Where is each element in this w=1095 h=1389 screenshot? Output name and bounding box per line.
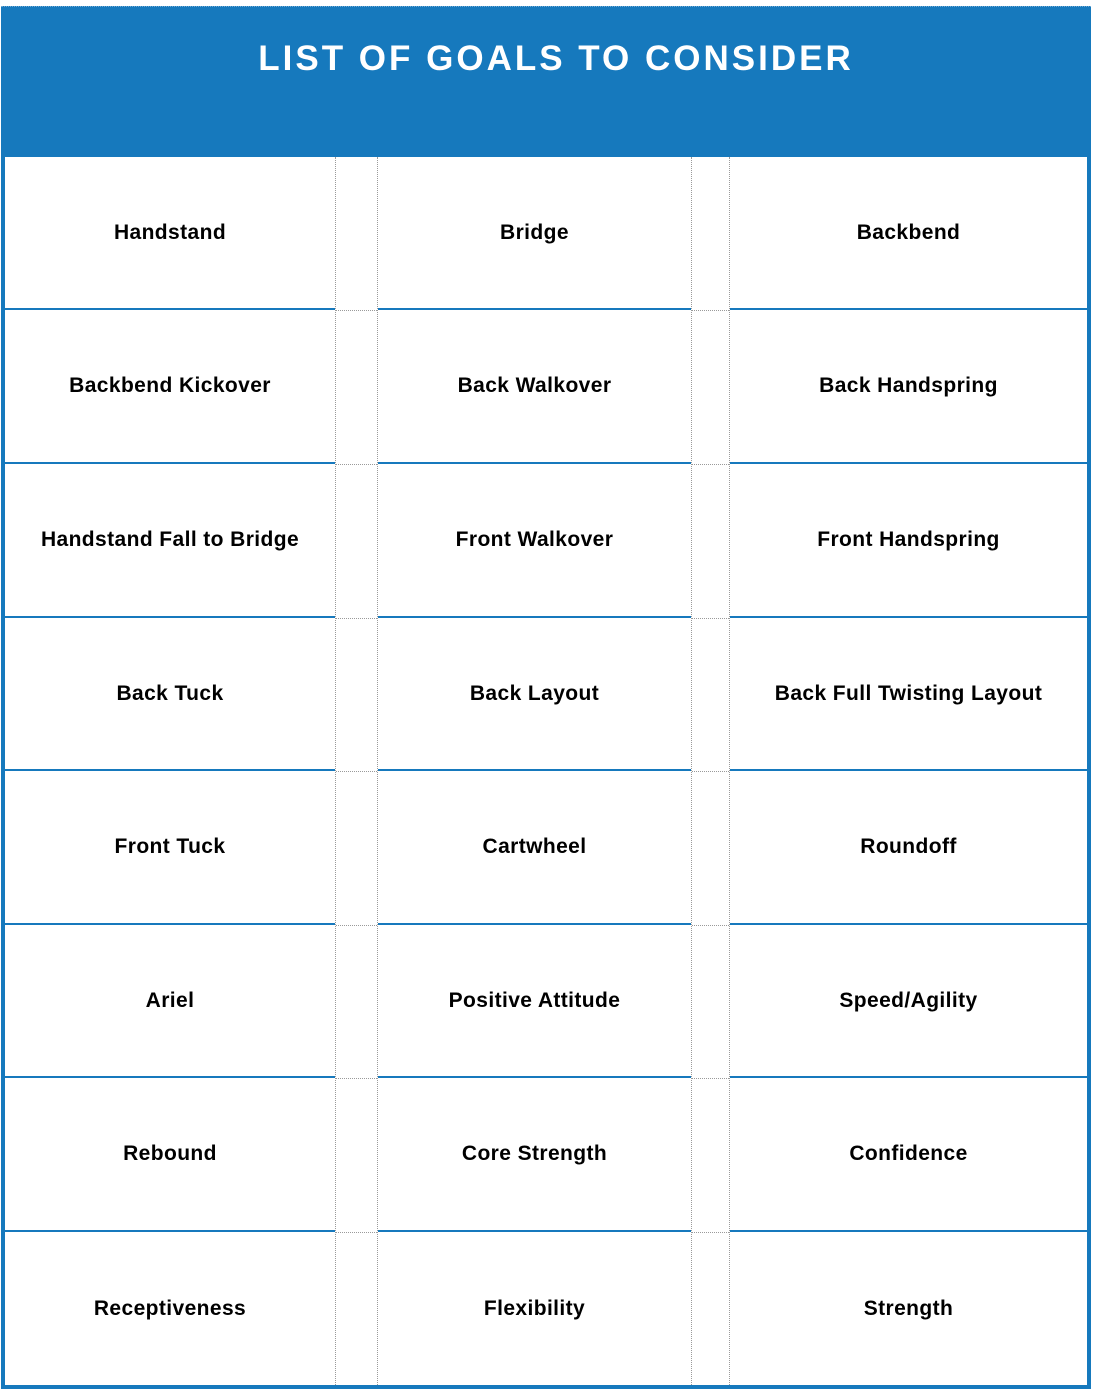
goal-cell: Ariel bbox=[5, 925, 335, 1078]
goal-cell: Back Tuck bbox=[5, 618, 335, 771]
goals-table bbox=[1, 157, 1091, 1389]
goal-cell: Receptiveness bbox=[93, 1296, 247, 1320]
goal-cell: Core Strength bbox=[378, 1078, 691, 1232]
spacer-divider bbox=[692, 618, 729, 619]
spacer-divider bbox=[336, 771, 377, 772]
goal-cell: Back Full Twisting Layout bbox=[730, 618, 1087, 771]
goal-cell: Back Layout bbox=[378, 618, 691, 771]
spacer-divider bbox=[692, 925, 729, 926]
column-spacer bbox=[335, 157, 378, 1385]
goal-cell: Rebound bbox=[5, 1078, 335, 1232]
goal-cell: Roundoff bbox=[730, 771, 1087, 925]
goal-cell: Front Walkover bbox=[378, 464, 691, 618]
spacer-divider bbox=[692, 464, 729, 465]
spacer-divider bbox=[336, 925, 377, 926]
goal-cell: Speed/Agility bbox=[730, 925, 1087, 1078]
spacer-divider bbox=[692, 771, 729, 772]
goal-cell: Backbend Kickover bbox=[5, 310, 335, 464]
goal-cell: Bridge bbox=[378, 157, 691, 310]
goal-cell: Front Tuck bbox=[5, 771, 335, 925]
goal-cell: Positive Attitude bbox=[378, 925, 691, 1078]
spacer-divider bbox=[692, 310, 729, 311]
goal-cell: Back Walkover bbox=[378, 310, 691, 464]
spacer-divider bbox=[692, 1232, 729, 1233]
goal-cell: Back Handspring bbox=[730, 310, 1087, 464]
spacer-divider bbox=[336, 1078, 377, 1079]
column-spacer bbox=[691, 157, 730, 1385]
title-banner bbox=[1, 6, 1091, 157]
spacer-divider bbox=[336, 618, 377, 619]
page-title: LIST OF GOALS TO CONSIDER bbox=[258, 39, 854, 78]
goals-sheet bbox=[1, 6, 1091, 1389]
goal-cell: Confidence bbox=[730, 1078, 1087, 1232]
goal-cell: Handstand Fall to Bridge bbox=[5, 464, 335, 618]
spacer-divider bbox=[336, 1232, 377, 1233]
goal-cell: Flexibility bbox=[483, 1296, 586, 1320]
spacer-divider bbox=[336, 464, 377, 465]
goal-cell: Handstand bbox=[5, 157, 335, 310]
spacer-divider bbox=[692, 1078, 729, 1079]
goal-cell: Cartwheel bbox=[378, 771, 691, 925]
goal-cell: Backbend bbox=[730, 157, 1087, 310]
goal-cell: Strength bbox=[863, 1296, 954, 1320]
goal-cell: Front Handspring bbox=[730, 464, 1087, 618]
spacer-divider bbox=[336, 310, 377, 311]
